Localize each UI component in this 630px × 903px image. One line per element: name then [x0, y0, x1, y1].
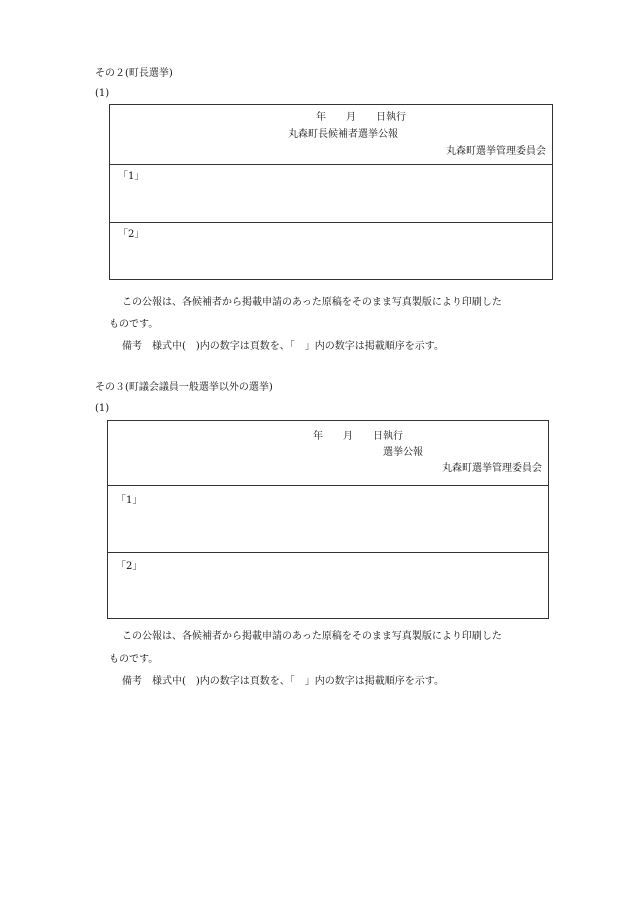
- section3-issuer: 丸森町選挙管理委員会: [442, 463, 542, 474]
- section3-row2-label: 「2」: [116, 561, 143, 572]
- section3-row1-label: 「1」: [116, 495, 143, 506]
- section2-bulletin-title: 丸森町長候補者選挙公報: [288, 129, 398, 140]
- section3-date-line: 年 月 日執行: [313, 431, 403, 442]
- section3-row-divider-1: [108, 485, 548, 486]
- section3-bulletin-box: [107, 420, 549, 619]
- section2-paragraph: この公報は、各候補者から掲載申請のあった原稿をそのまま写真製版により印刷した: [122, 297, 502, 308]
- section2-issuer: 丸森町選挙管理委員会: [446, 146, 546, 157]
- section2-paragraph-continued: ものです。: [109, 319, 159, 330]
- section3-paragraph-continued: ものです。: [109, 654, 159, 665]
- section3-item-number: (1): [95, 403, 110, 414]
- section2-item-number: (1): [95, 88, 110, 99]
- section2-date-line: 年 月 日執行: [316, 112, 406, 123]
- section2-row-divider-2: [110, 222, 552, 223]
- section3-heading: その３(町議会議員一般選挙以外の選挙): [95, 382, 273, 393]
- section2-row2-label: 「2」: [118, 229, 145, 240]
- section2-heading: その２(町長選挙): [95, 68, 173, 79]
- section3-bulletin-title: 選挙公報: [383, 447, 423, 458]
- section2-row1-label: 「1」: [118, 171, 145, 182]
- section3-note: 備考 様式中( )内の数字は頁数を、「 」内の数字は掲載順序を示す。: [122, 676, 445, 687]
- section2-note: 備考 様式中( )内の数字は頁数を、「 」内の数字は掲載順序を示す。: [122, 341, 445, 352]
- section2-bulletin-box: [109, 104, 553, 280]
- section3-row-divider-2: [108, 552, 548, 553]
- section3-paragraph: この公報は、各候補者から掲載申請のあった原稿をそのまま写真製版により印刷した: [122, 631, 502, 642]
- section2-row-divider-1: [110, 164, 552, 165]
